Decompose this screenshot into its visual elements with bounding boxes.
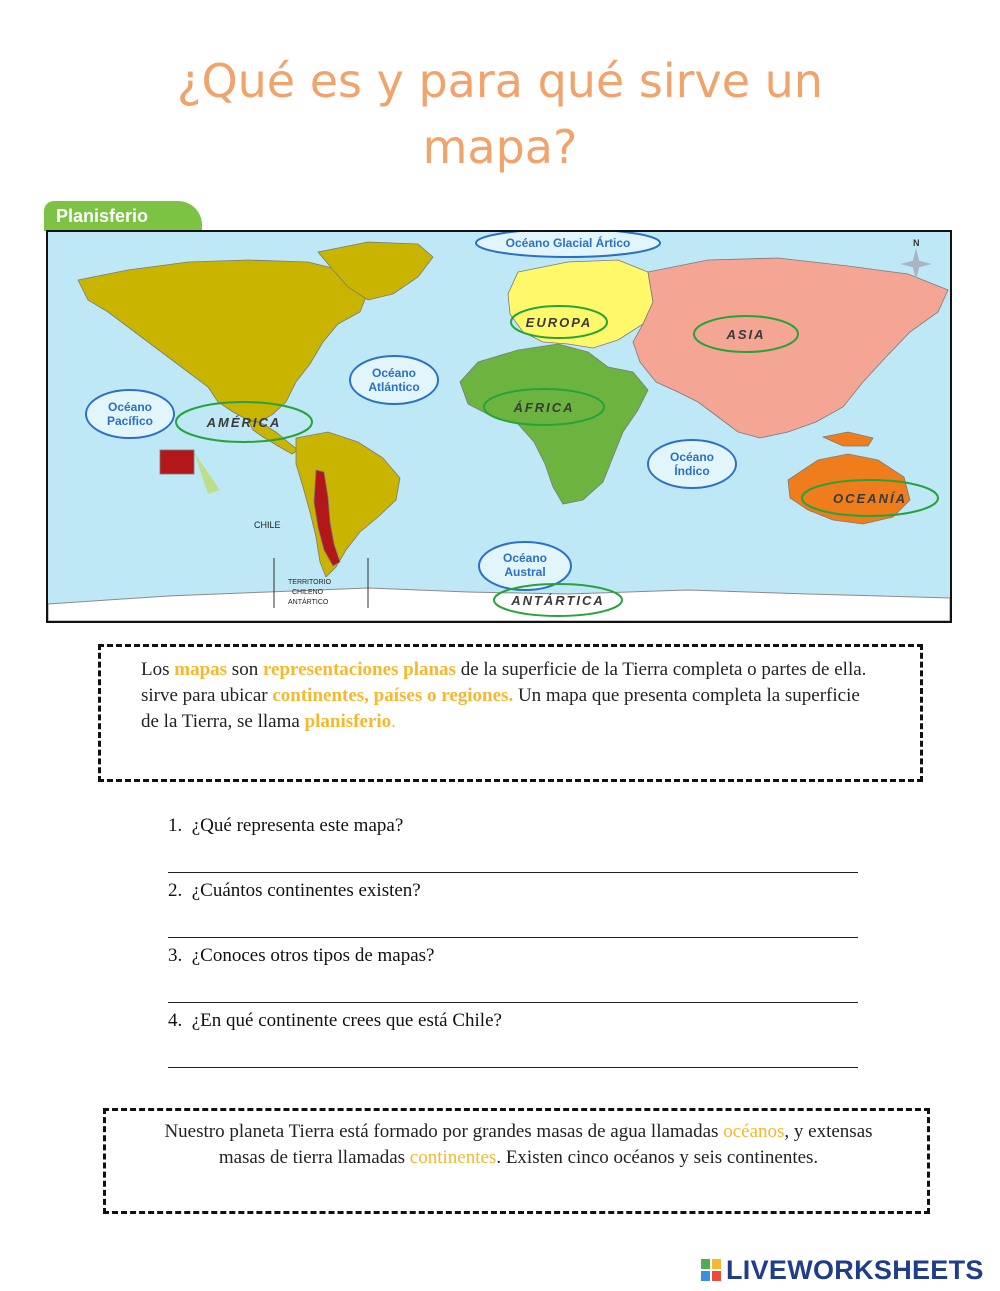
- question-text: ¿Cuántos continentes existen?: [191, 880, 421, 901]
- liveworksheets-name: LIVEWORKSHEETS: [726, 1254, 984, 1285]
- summary-text-2: , y extensas masas de tierra llamadas: [218, 1121, 873, 1168]
- question-number: 1.: [168, 815, 183, 836]
- continent-africa-label: ÁFRICA: [513, 400, 575, 415]
- ocean-austral-label-1: Océano: [502, 551, 548, 565]
- world-map: [46, 230, 952, 623]
- intro-text-2: son: [227, 659, 263, 680]
- ocean-atlantico-label-1: Océano: [371, 366, 417, 380]
- intro-paragraph: [141, 657, 881, 735]
- question-number: 3.: [168, 945, 183, 966]
- question-text: ¿Conoces otros tipos de mapas?: [191, 945, 435, 966]
- question-1: [168, 812, 858, 840]
- intro-highlight-mapas: mapas: [174, 659, 228, 680]
- logo-square-2: [712, 1259, 721, 1269]
- summary-highlight-continentes: continentes: [409, 1147, 497, 1168]
- answer-1-input[interactable]: [168, 840, 858, 873]
- continent-antartica-label: ANTÁRTICA: [511, 593, 605, 608]
- ocean-pacifico-label-1: Océano: [107, 400, 153, 414]
- summary-paragraph: [146, 1119, 891, 1171]
- question-3: [168, 942, 858, 970]
- answer-4-input[interactable]: [168, 1035, 858, 1068]
- questions-list: [168, 812, 858, 1072]
- continent-america-label: AMÉRICA: [206, 415, 282, 430]
- map-tab-label: Planisferio: [44, 201, 202, 231]
- logo-square-4: [712, 1271, 721, 1281]
- intro-highlight-continentes: continentes, países o regiones.: [272, 685, 514, 706]
- question-number: 2.: [168, 880, 183, 901]
- intro-text-4: Un mapa que presenta completa la superficie de la Tierra, se llama: [141, 685, 860, 732]
- intro-text-1: Los: [141, 659, 175, 680]
- title-line-1: ¿Qué es y para qué sirve un: [177, 54, 823, 108]
- ocean-austral-label-2: Austral: [504, 565, 546, 579]
- summary-text-3: . Existen cinco océanos y seis continentes.: [496, 1147, 819, 1168]
- summary-box: [103, 1108, 930, 1214]
- question-2: [168, 877, 858, 905]
- logo-square-1: [701, 1259, 710, 1269]
- liveworksheets-logo-icon: [700, 1258, 722, 1282]
- chile-inset-box: [160, 450, 194, 474]
- territorio-label-2: CHILENO: [292, 589, 324, 596]
- ocean-indico-label-2: Índico: [674, 464, 710, 478]
- continent-oceania-label: OCEANÍA: [833, 491, 907, 506]
- summary-text-1: Nuestro planeta Tierra está formado por grandes masas de agua llamadas: [164, 1121, 724, 1142]
- question-text: ¿En qué continente crees que está Chile?: [191, 1010, 502, 1031]
- compass-north-label: N: [913, 238, 920, 248]
- territorio-label-3: ANTÁRTICO: [288, 599, 329, 606]
- intro-highlight-planisferio: planisferio: [304, 711, 392, 732]
- logo-square-3: [701, 1271, 710, 1281]
- continent-asia-label: ASIA: [726, 327, 766, 342]
- answer-3-input[interactable]: [168, 970, 858, 1003]
- intro-box: [98, 644, 923, 782]
- question-text: ¿Qué representa este mapa?: [191, 815, 404, 836]
- summary-highlight-oceanos: océanos: [723, 1121, 785, 1142]
- intro-text-3: de la superficie de la Tierra completa o partes de ella. sirve para ubicar: [141, 659, 867, 706]
- title-line-2: mapa?: [422, 120, 578, 174]
- ocean-artico-label: Océano Glacial Ártico: [505, 236, 631, 250]
- answer-2-input[interactable]: [168, 905, 858, 938]
- ocean-pacifico-label-2: Pacífico: [106, 414, 154, 428]
- page-title: [0, 48, 1000, 180]
- intro-highlight-representaciones: representaciones planas: [262, 659, 456, 680]
- question-4: [168, 1007, 858, 1035]
- liveworksheets-brand: [700, 1255, 984, 1285]
- continent-europa-label: EUROPA: [525, 315, 593, 330]
- chile-label: CHILE: [254, 520, 281, 530]
- ocean-indico-label-1: Océano: [669, 450, 715, 464]
- question-number: 4.: [168, 1010, 183, 1031]
- territorio-label-1: TERRITORIO: [288, 579, 332, 586]
- world-map-svg: [48, 232, 950, 621]
- intro-text-5: .: [391, 711, 396, 732]
- ocean-atlantico-label-2: Atlántico: [368, 380, 420, 394]
